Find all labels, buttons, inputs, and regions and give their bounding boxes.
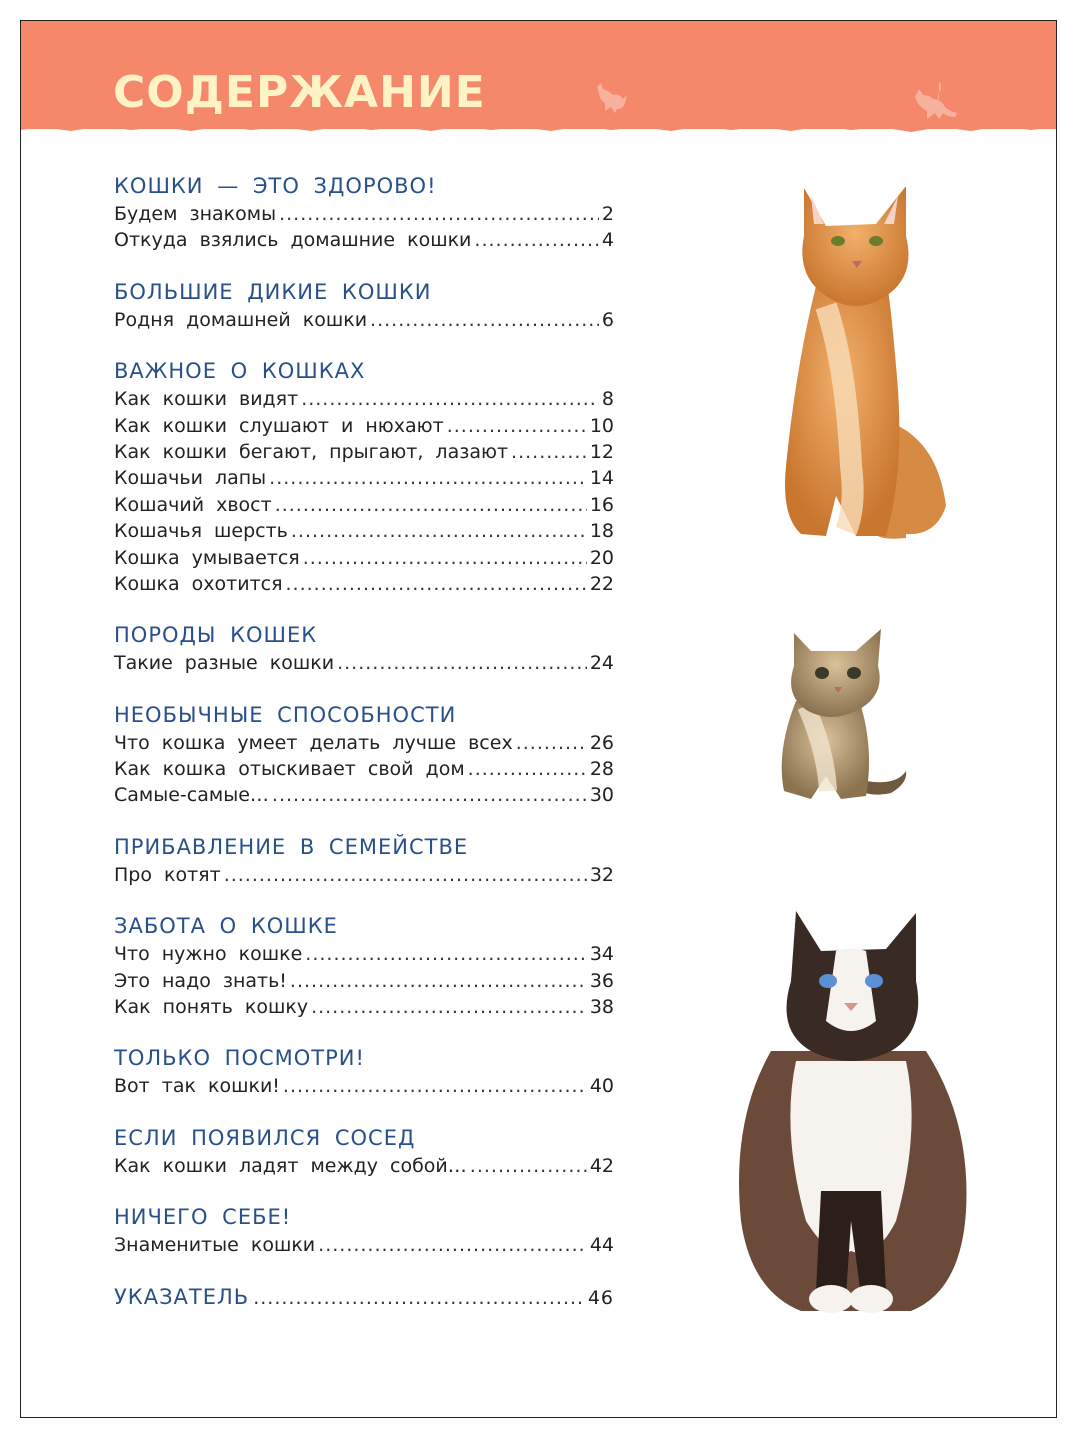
- ginger-cat-image: [756, 166, 966, 546]
- entry-label: Кошка охотится: [114, 572, 283, 595]
- header-banner: [21, 21, 1056, 129]
- entry-page-number: 30: [589, 784, 614, 807]
- section-title: ЗАБОТА О КОШКЕ: [114, 914, 338, 939]
- dot-leader: [305, 941, 587, 967]
- section-title: ПОРОДЫ КОШЕК: [114, 623, 318, 648]
- entry-label: Кошка умывается: [114, 546, 300, 569]
- toc-entry[interactable]: [114, 201, 614, 227]
- dot-leader: [337, 650, 587, 676]
- dot-leader: [224, 862, 587, 888]
- toc-entry[interactable]: [114, 756, 614, 782]
- dot-leader: [272, 782, 587, 808]
- ragdoll-cat-image: [711, 891, 981, 1321]
- toc-entry[interactable]: [114, 862, 614, 888]
- toc-entry[interactable]: [114, 386, 614, 412]
- toc-entry[interactable]: [114, 307, 614, 333]
- section-title: КОШКИ — ЭТО ЗДОРОВО!: [114, 174, 437, 198]
- index-entry[interactable]: [114, 1282, 614, 1312]
- dot-leader: [291, 518, 587, 544]
- section-title: НЕОБЫЧНЫЕ СПОСОБНОСТИ: [114, 702, 457, 727]
- toc-entry[interactable]: [114, 730, 614, 756]
- toc-section: [114, 911, 614, 1020]
- entry-label: Будем знакомы: [114, 203, 277, 225]
- entry-label: Как кошки видят: [114, 388, 299, 411]
- entry-label: Как кошки бегают, прыгают, лазают: [114, 440, 509, 463]
- toc-entry[interactable]: [114, 492, 614, 518]
- toc-entry[interactable]: [114, 941, 614, 967]
- dot-leader: [511, 439, 587, 465]
- dot-leader: [470, 1153, 587, 1179]
- toc-section: [114, 1202, 614, 1258]
- entry-label: Про котят: [114, 863, 221, 886]
- entry-page-number: 2: [601, 203, 614, 225]
- entry-label: Вот так кошки!: [114, 1075, 280, 1098]
- dot-leader: [303, 545, 587, 571]
- section-title: НИЧЕГО СЕБЕ!: [114, 1205, 292, 1230]
- toc-section: [114, 171, 614, 254]
- toc-entry[interactable]: [114, 227, 614, 253]
- entry-page-number: 16: [589, 493, 614, 516]
- entry-page-number: 8: [601, 388, 614, 411]
- dot-leader: [301, 386, 599, 412]
- entry-label: Кошачья шерсть: [114, 520, 288, 543]
- dot-leader: [370, 307, 599, 333]
- section-title: ТОЛЬКО ПОСМОТРИ!: [114, 1046, 365, 1071]
- section-title: ЕСЛИ ПОЯВИЛСЯ СОСЕД: [114, 1125, 416, 1150]
- entry-label: Что нужно кошке: [114, 943, 303, 966]
- entry-label: Что кошка умеет делать лучше всех: [114, 731, 513, 754]
- toc-section: [114, 1123, 614, 1179]
- toc-section: [114, 620, 614, 676]
- dot-leader: [468, 756, 587, 782]
- entry-label: Откуда взялись домашние кошки: [114, 229, 472, 252]
- section-title: ВАЖНОЕ О КОШКАХ: [114, 359, 366, 384]
- dot-leader: [253, 1283, 584, 1313]
- entry-page-number: 18: [589, 520, 614, 543]
- entry-page-number: 12: [589, 440, 614, 463]
- dot-leader: [474, 227, 599, 253]
- entry-page-number: 36: [589, 969, 614, 992]
- index-page-number: 46: [587, 1286, 614, 1309]
- dot-leader: [516, 730, 587, 756]
- entry-page-number: 4: [601, 229, 614, 252]
- dot-leader: [447, 413, 587, 439]
- entry-page-number: 32: [589, 863, 614, 886]
- toc-entry[interactable]: [114, 782, 614, 808]
- entry-label: Как кошки ладят между собой…: [114, 1154, 467, 1177]
- entry-page-number: 20: [589, 546, 614, 569]
- dot-leader: [275, 492, 587, 518]
- entry-page-number: 34: [589, 943, 614, 966]
- dot-leader: [311, 994, 587, 1020]
- toc-entry[interactable]: [114, 571, 614, 597]
- toc-section: [114, 1043, 614, 1099]
- entry-label: Знаменитые кошки: [114, 1234, 316, 1257]
- toc-entry[interactable]: [114, 545, 614, 571]
- table-of-contents: [114, 171, 614, 1312]
- page-title: СОДЕРЖАНИЕ: [113, 67, 486, 118]
- entry-label: Родня домашней кошки: [114, 308, 368, 331]
- toc-entry[interactable]: [114, 1153, 614, 1179]
- entry-label: Кошачий хвост: [114, 493, 272, 516]
- cat-silhouette-icon: [593, 81, 629, 113]
- entry-page-number: 44: [589, 1234, 614, 1257]
- dot-leader: [283, 1073, 587, 1099]
- toc-entry[interactable]: [114, 994, 614, 1020]
- entry-page-number: 24: [589, 652, 614, 675]
- entry-page-number: 42: [589, 1154, 614, 1177]
- toc-section: [114, 832, 614, 888]
- toc-entry[interactable]: [114, 968, 614, 994]
- entry-label: Как кошки слушают и нюхают: [114, 414, 444, 437]
- toc-entry[interactable]: [114, 465, 614, 491]
- index-title: УКАЗАТЕЛЬ: [114, 1284, 250, 1309]
- toc-section: [114, 356, 614, 597]
- toc-entry[interactable]: [114, 1232, 614, 1258]
- toc-entry[interactable]: [114, 413, 614, 439]
- dot-leader: [290, 968, 587, 994]
- toc-entry[interactable]: [114, 518, 614, 544]
- entry-page-number: 22: [589, 572, 614, 595]
- entry-label: Кошачьи лапы: [114, 467, 267, 490]
- toc-entry[interactable]: [114, 1073, 614, 1099]
- entry-label: Такие разные кошки: [114, 652, 335, 675]
- dot-leader: [318, 1232, 587, 1258]
- toc-entry[interactable]: [114, 439, 614, 465]
- entry-label: Как понять кошку: [114, 996, 309, 1019]
- entry-label: Самые-самые…: [114, 784, 269, 807]
- page-frame: [20, 20, 1057, 1418]
- banner-torn-edge: [21, 121, 1056, 143]
- section-title: БОЛЬШИЕ ДИКИЕ КОШКИ: [114, 279, 432, 304]
- entry-page-number: 10: [589, 414, 614, 437]
- entry-page-number: 38: [589, 996, 614, 1019]
- dot-leader: [279, 201, 599, 227]
- cat-silhouette-icon: [909, 79, 959, 121]
- dot-leader: [269, 465, 587, 491]
- toc-entry[interactable]: [114, 650, 614, 676]
- entry-page-number: 14: [589, 467, 614, 490]
- entry-page-number: 26: [589, 731, 614, 754]
- entry-label: Как кошка отыскивает свой дом: [114, 758, 465, 781]
- entry-page-number: 6: [601, 308, 614, 331]
- entry-page-number: 40: [589, 1075, 614, 1098]
- toc-section: [114, 700, 614, 809]
- entry-label: Это надо знать!: [114, 969, 287, 992]
- kitten-image: [756, 611, 916, 806]
- dot-leader: [286, 571, 587, 597]
- section-title: ПРИБАВЛЕНИЕ В СЕМЕЙСТВЕ: [114, 834, 469, 859]
- toc-section: [114, 277, 614, 333]
- entry-page-number: 28: [589, 758, 614, 781]
